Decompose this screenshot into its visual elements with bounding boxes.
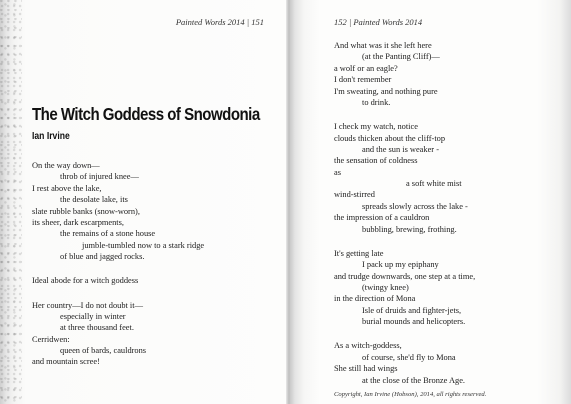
left-running-head: Painted Words 2014 | 151 (175, 17, 264, 27)
poem-line: especially in winter (60, 311, 126, 321)
poem-line: (twingy knee) (362, 283, 409, 293)
poem-line: its sheer, dark escarpments, (32, 217, 124, 227)
poem-line: at the close of the Bronze Age. (362, 375, 466, 385)
poem-line: Ideal abode for a witch goddess (32, 276, 139, 286)
stanza-break (334, 108, 475, 121)
poem-line: as (334, 167, 341, 177)
poem-author: Ian Irvine (32, 131, 70, 142)
poem-line: of blue and jagged rocks. (60, 252, 145, 262)
scan-edge-shadow (0, 0, 22, 404)
right-page (290, 0, 571, 404)
poem-line: jumble-tumbled now to a stark ridge (82, 240, 205, 250)
poem-line: I don't remember (334, 75, 392, 85)
poem-line: a wolf or an eagle? (334, 63, 398, 73)
poem-line: and trudge downwards, one step at a time, (334, 271, 476, 281)
poem-line: I rest above the lake, (32, 183, 102, 193)
poem-line: queen of bards, cauldrons (60, 346, 147, 356)
poem-line: the sensation of coldness (334, 156, 418, 166)
right-running-head: 152 | Painted Words 2014 (334, 17, 423, 27)
poem-line: I pack up my epiphany (362, 260, 439, 270)
poem-line: a soft white mist (406, 179, 462, 189)
poem-line: Isle of druids and fighter-jets, (362, 305, 462, 315)
right-verse-block (334, 40, 475, 386)
poem-line: Cerridwen: (32, 334, 70, 344)
poem-line: in the direction of Mona (334, 294, 416, 304)
poem-line: As a witch-goddess, (334, 341, 402, 351)
poem-line: to drink. (362, 97, 391, 107)
poem-line: at three thousand feet. (60, 323, 134, 333)
poem-line: the desolate lake, its (60, 195, 128, 205)
poem-line: Her country—I do not doubt it— (32, 300, 143, 310)
poem-line: She still had wings (334, 364, 398, 374)
stanza-break (334, 235, 475, 248)
poem-line: It's getting late (334, 248, 384, 258)
poem-line: the remains of a stone house (60, 229, 156, 239)
poem-line: I check my watch, notice (334, 122, 418, 132)
stanza-break (32, 263, 204, 276)
copyright-notice: Copyright, Ian Irvine (Hobson), 2014, all rights reserved. (334, 391, 487, 398)
stanza-break (32, 287, 204, 300)
poem-line: spreads slowly across the lake - (362, 201, 468, 211)
poem-line: and mountain scree! (32, 357, 100, 367)
poem-line: burial mounds and helicopters. (362, 317, 466, 327)
poem-line: (at the Panting Cliff)— (362, 52, 440, 62)
stanza-break (334, 328, 475, 341)
poem-line: I'm sweating, and nothing pure (334, 86, 438, 96)
poem-line: of course, she'd fly to Mona (362, 352, 456, 362)
poem-line: And what was it she left here (334, 41, 432, 50)
poem-line: and the sun is weaker - (362, 144, 439, 154)
poem-line: slate rubble banks (snow-worn), (32, 206, 140, 216)
left-verse-block (32, 160, 204, 368)
poem-line: wind-stirred (334, 190, 375, 200)
poem-line: On the way down— (32, 161, 100, 170)
poem-line: bubbling, brewing, frothing. (362, 224, 457, 234)
poem-title: The Witch Goddess of Snowdonia (32, 104, 260, 124)
poem-line: the impression of a cauldron (334, 213, 430, 223)
poem-line: throb of injured knee— (60, 172, 139, 182)
poem-line: clouds thicken about the cliff-top (334, 133, 446, 143)
